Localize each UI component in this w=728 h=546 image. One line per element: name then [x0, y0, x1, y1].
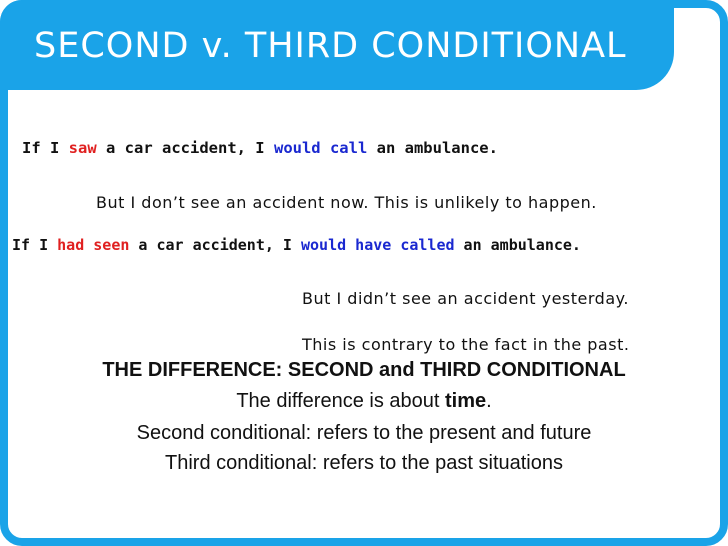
- sentence-verb-past-perfect: had seen: [57, 236, 130, 254]
- third-conditional-note-2: This is contrary to the fact in the past.: [302, 335, 630, 354]
- title-bar: [0, 0, 674, 90]
- summary-text: .: [486, 390, 492, 412]
- sentence-text: an ambulance.: [454, 236, 581, 254]
- summary-keyword: time: [444, 390, 487, 412]
- summary-line-third: Third conditional: refers to the past situations: [165, 452, 563, 474]
- summary-line-second: Second conditional: refers to the present and future: [136, 422, 592, 444]
- sentence-verb-would: would call: [273, 139, 368, 157]
- sentence-text: If I: [12, 236, 58, 254]
- sentence-text: a car accident, I: [96, 139, 274, 157]
- third-conditional-sentence: [12, 236, 581, 254]
- second-conditional-sentence: [22, 139, 498, 157]
- summary-line-time: [0, 390, 728, 413]
- sentence-text: an ambulance.: [367, 139, 498, 157]
- sentence-verb-past: saw: [68, 139, 97, 157]
- sentence-text: If I: [22, 139, 69, 157]
- sentence-verb-would-have: would have called: [301, 236, 455, 254]
- sentence-text: a car accident, I: [129, 236, 301, 254]
- second-conditional-note: But I don’t see an accident now. This is unlikely to happen.: [96, 193, 597, 212]
- third-conditional-note-1: But I didn’t see an accident yesterday.: [302, 289, 629, 308]
- summary-heading: THE DIFFERENCE: SECOND and THIRD CONDITIONAL: [102, 359, 626, 381]
- summary-text: The difference is about: [236, 390, 445, 412]
- slide-title: SECOND v. THIRD CONDITIONAL: [34, 26, 627, 66]
